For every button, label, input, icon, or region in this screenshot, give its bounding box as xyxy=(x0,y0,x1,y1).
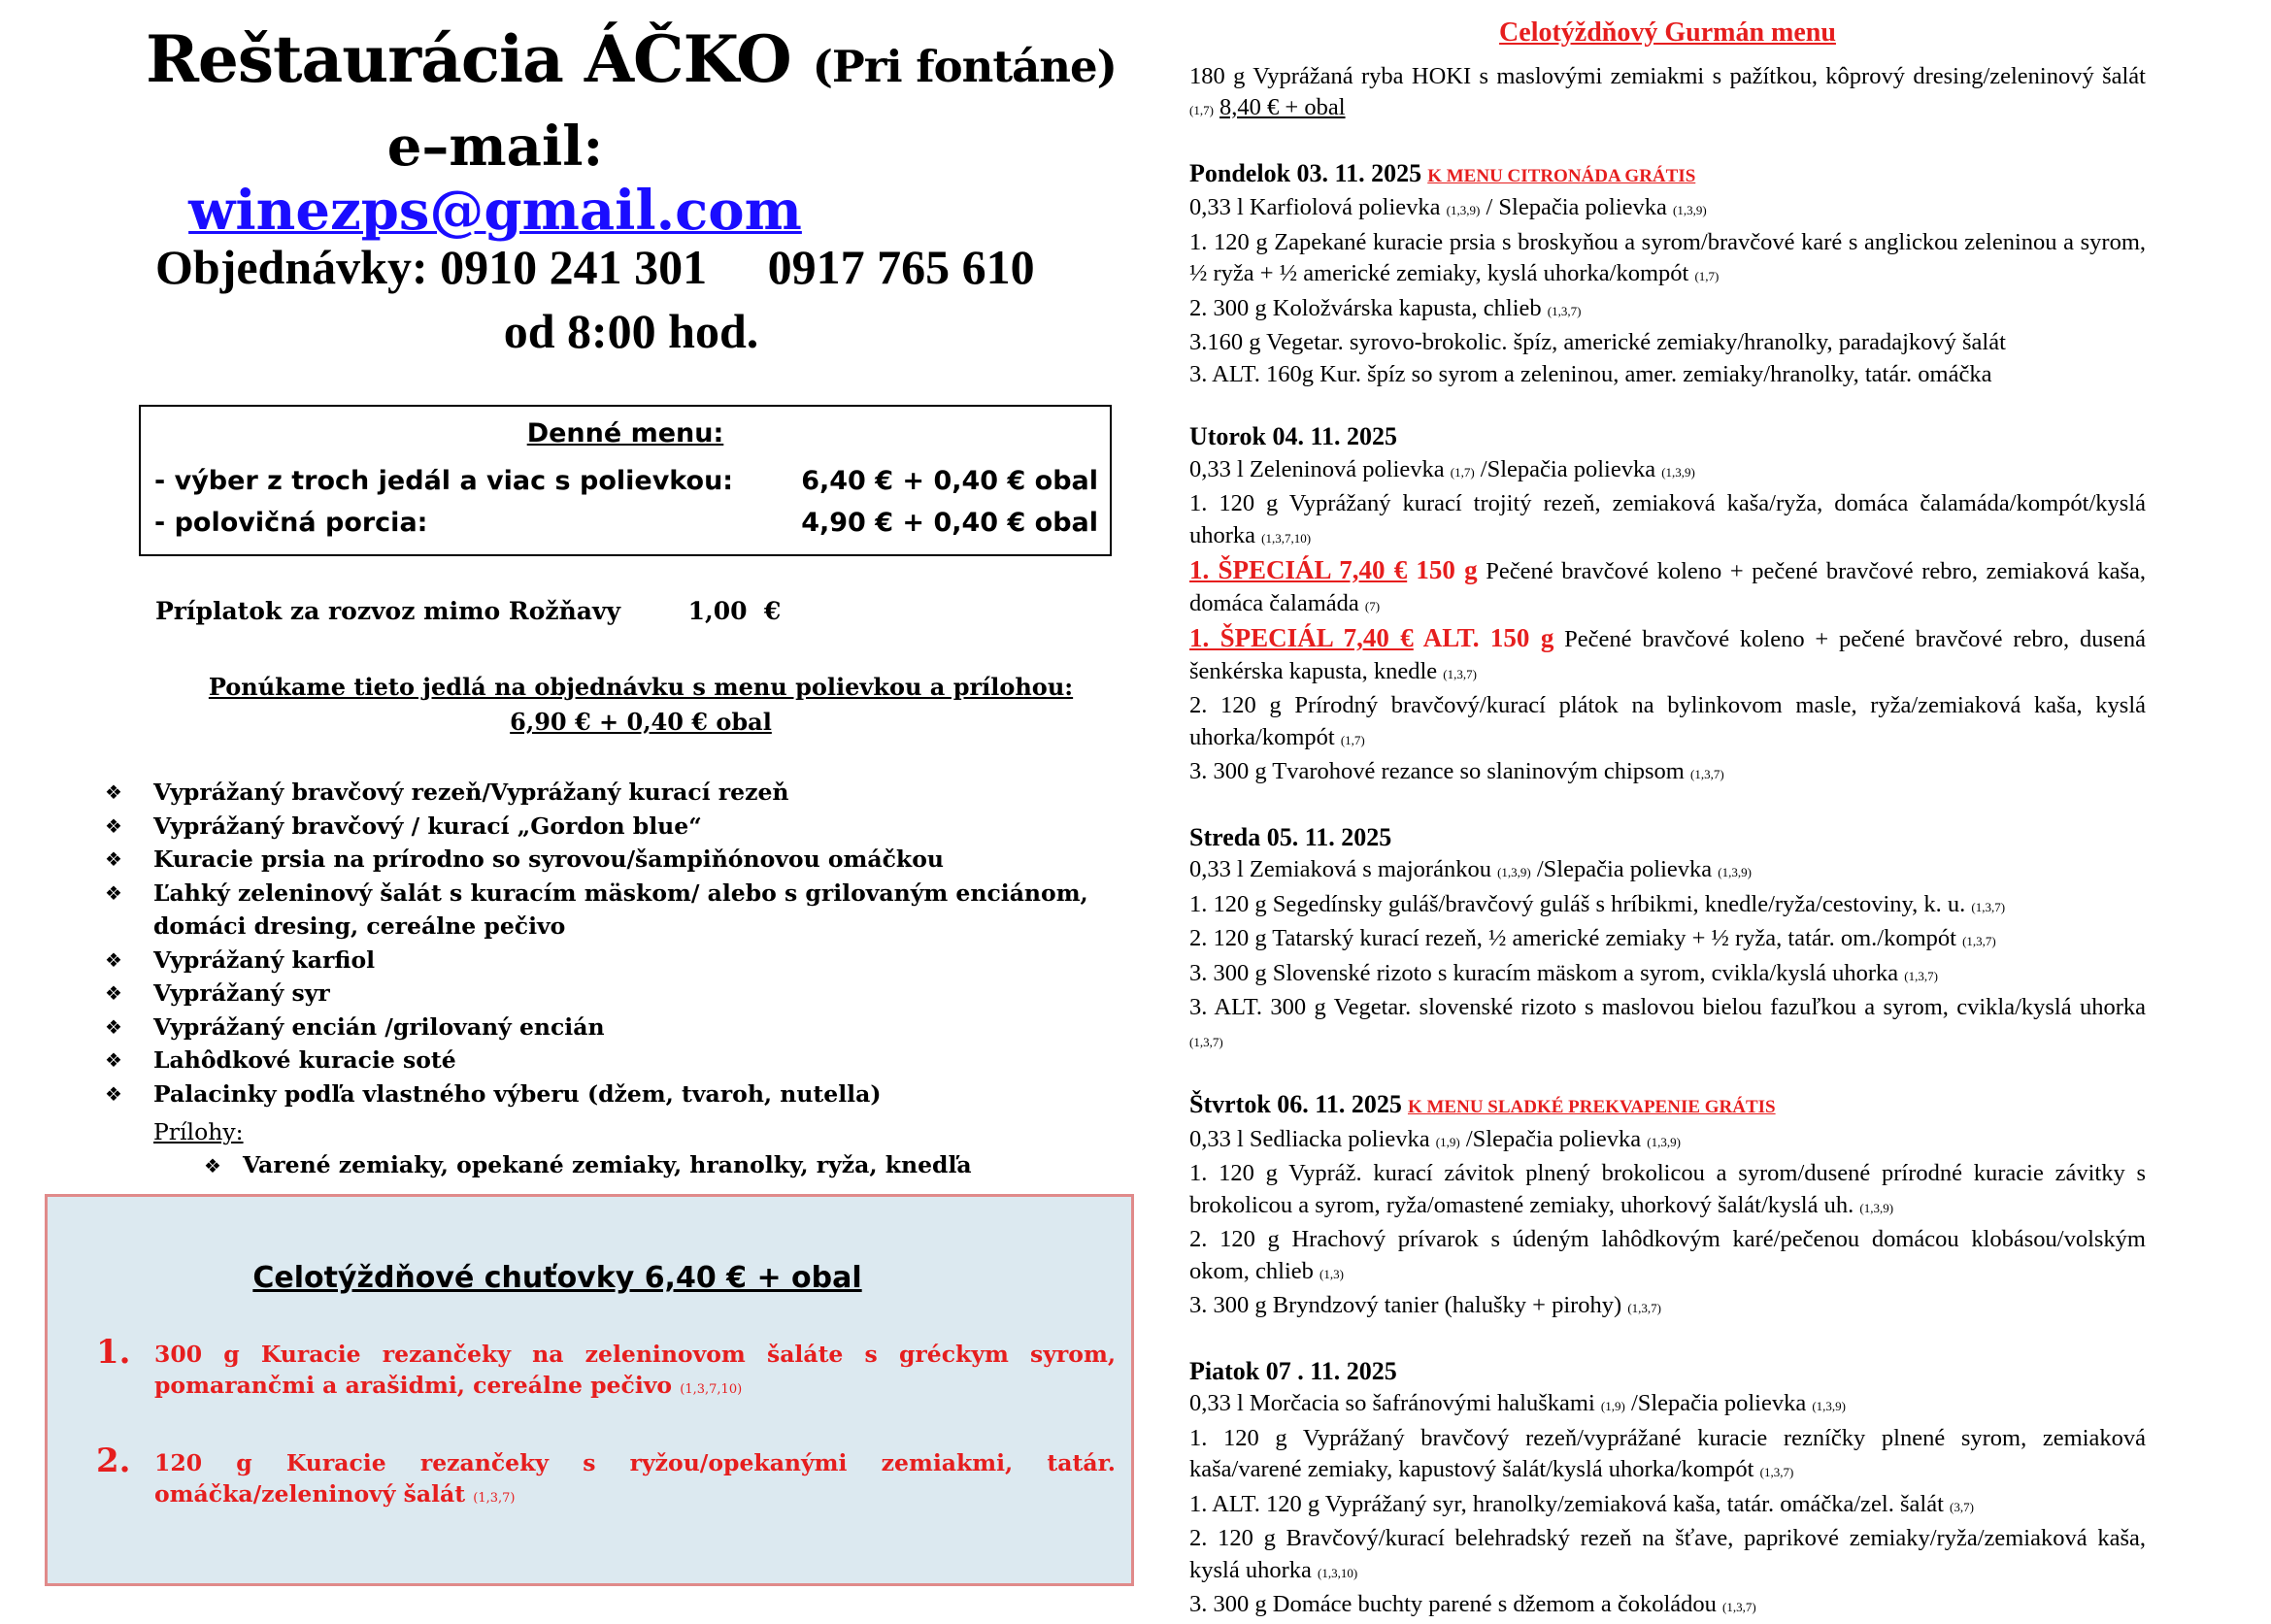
meal-line: 3.160 g Vegetar. syrovo-brokolic. špíz, americké zemiaky/hranolky, paradajkový šalát xyxy=(1189,329,2006,355)
orders-phone-2: 0917 765 610 xyxy=(767,240,1035,294)
meal-line: 1. 120 g Vypráž. kurací závitok plnený brokolicou a syrom/dusené prírodné kuracie závitky s brokolicou a syrom, ryža/omastené zemiaky, uhorkový šalát/kyslá uh. (1,3,9) xyxy=(1189,1160,2146,1218)
promo-badge: K MENU SLADKÉ PREKVAPENIE GRÁTIS xyxy=(1407,1097,1776,1117)
delivery-surcharge: Príplatok za rozvoz mimo Rožňavy 1,00 € xyxy=(155,597,782,625)
day-heading-monday: Pondelok 03. 11. 2025 K MENU CITRONÁDA GRÁTIS xyxy=(1189,158,1696,187)
list-item: ❖ Vyprážaný bravčový / kurací „Gordon blue“ xyxy=(105,810,1134,844)
daily-menu-row-label: - polovičná porcia: xyxy=(154,507,428,538)
meal-line: 1. 120 g Vyprážaný kurací trojitý rezeň, zemiaková kaša/ryža, domáca čalamáda/kompót/kyslá uhorka (1,3,7,10) xyxy=(1189,490,2146,548)
day-heading-wednesday: Streda 05. 11. 2025 xyxy=(1189,822,1392,851)
diamond-bullet-icon: ❖ xyxy=(105,847,122,871)
special-meal-line: 1. ŠPECIÁL 7,40 € ALT. 150 g Pečené bravčové koleno + pečené bravčové rebro, dusená šenkérska kapusta, knedle (1,3,7) xyxy=(1189,623,2146,684)
list-item: ❖ Kuracie prsia na prírodno so syrovou/šampiňónovou omáčkou xyxy=(105,843,1134,877)
meal-line: 1. 120 g Segedínsky guláš/bravčový guláš s hríbikmi, knedle/ryža/cestoviny, k. u. (1,3,7) xyxy=(1189,890,2006,917)
soup-line: 0,33 l Sedliacka polievka (1,9) /Slepačia polievka (1,3,9) xyxy=(1189,1125,1681,1152)
order-offer-price: 6,90 € + 0,40 € obal xyxy=(510,708,772,736)
list-item: ❖ Vyprážaný syr xyxy=(105,977,1134,1011)
weekly-snack-number: 2. xyxy=(96,1442,131,1480)
daily-menu-row xyxy=(141,457,1110,505)
email-label: e–mail: xyxy=(386,115,604,179)
list-item: ❖ Ľahký zeleninový šalát s kuracím mäskom/ alebo s grilovaným enciánom, domáci dresing, cereálne pečivo xyxy=(105,877,1134,944)
weekly-snacks-title: Celotýždňové chuťovky 6,40 € + obal xyxy=(252,1261,862,1295)
daily-menu-row xyxy=(141,505,1110,540)
soup-line: 0,33 l Zemiaková s majoránkou (1,3,9) /Slepačia polievka (1,3,9) xyxy=(1189,856,1752,882)
daily-menu-row-price: 6,40 € + 0,40 € obal xyxy=(801,466,1098,496)
meal-line: 2. 120 g Tatarský kurací rezeň, ½ americké zemiaky + ½ ryža, tatár. om./kompót (1,3,7) xyxy=(1189,925,1996,951)
day-heading-thursday: Štvrtok 06. 11. 2025 K MENU SLADKÉ PREKVAPENIE GRÁTIS xyxy=(1189,1090,1776,1118)
weekly-snack-item: 2. 120 g Kuracie rezančeky s ryžou/opekanými zemiakmi, tatár. omáčka/zeleninový šalát (1,3,7) xyxy=(96,1442,1116,1508)
daily-menu-box xyxy=(139,405,1112,556)
gourmet-price: 8,40 € + obal xyxy=(1219,94,1346,120)
sides-item: ❖ Varené zemiaky, opekané zemiaky, hranolky, ryža, knedľa xyxy=(204,1151,972,1178)
orders-hours: od 8:00 hod. xyxy=(503,304,759,358)
email-link[interactable]: winezps@gmail.com xyxy=(188,179,802,243)
soup-line: 0,33 l Zeleninová polievka (1,7) /Slepačia polievka (1,3,9) xyxy=(1189,455,1695,482)
restaurant-title: Reštaurácia ÁČKO (Pri fontáne) xyxy=(146,21,1117,97)
daily-menu-title: Denné menu: xyxy=(526,418,724,448)
meal-line: 3. ALT. 300 g Vegetar. slovenské rizoto s maslovou bielou fazuľkou a syrom, cvikla/kyslá uhorka (1,3,7) xyxy=(1189,994,2146,1049)
list-item: ❖ Vyprážaný bravčový rezeň/Vyprážaný kurací rezeň xyxy=(105,776,1134,810)
allergens: (1,3,7) xyxy=(473,1491,516,1506)
weekly-snack-number: 1. xyxy=(96,1333,131,1372)
meal-line: 2. 120 g Bravčový/kurací belehradský rezeň na šťave, paprikové zemiaky/ryža/zemiaková kaša, kyslá uhorka (1,3,10) xyxy=(1189,1525,2146,1583)
order-offer xyxy=(194,670,1087,740)
orders-line xyxy=(155,239,1087,295)
meal-line: 3. 300 g Slovenské rizoto s kuracím mäskom a syrom, cvikla/kyslá uhorka (1,3,7) xyxy=(1189,959,1938,986)
diamond-bullet-icon: ❖ xyxy=(105,1014,122,1039)
diamond-bullet-icon: ❖ xyxy=(105,981,122,1005)
diamond-bullet-icon: ❖ xyxy=(105,813,122,838)
orders-phone-1: Objednávky: 0910 241 301 xyxy=(155,240,708,294)
list-item: ❖ Lahôdkové kuracie soté xyxy=(105,1044,1134,1077)
delivery-surcharge-price: 1,00 € xyxy=(687,597,782,625)
allergens: (1,3,7,10) xyxy=(680,1382,743,1397)
meal-line: 3. ALT. 160g Kur. špíz so syrom a zeleninou, amer. zemiaky/hranolky, tatár. omáčka xyxy=(1189,360,1992,387)
meal-line: 3. 300 g Domáce buchty parené s džemom a čokoládou (1,3,7) xyxy=(1189,1591,1756,1617)
day-heading-friday: Piatok 07 . 11. 2025 xyxy=(1189,1356,1397,1385)
weekly-snacks-box xyxy=(45,1194,1134,1586)
email-line xyxy=(146,115,845,243)
meal-line: 2. 120 g Prírodný bravčový/kurací plátok na bylinkovom masle, ryža/zemiaková kaša, kyslá uhorka/kompót (1,7) xyxy=(1189,692,2146,750)
weekly-menu-column xyxy=(1189,17,2146,1624)
day-heading-tuesday: Utorok 04. 11. 2025 xyxy=(1189,422,1398,450)
promo-badge: K MENU CITRONÁDA GRÁTIS xyxy=(1427,165,1696,186)
daily-menu-row-label: - výber z troch jedál a viac s polievkou: xyxy=(154,466,734,496)
special-meal-line: 1. ŠPECIÁL 7,40 € 150 g Pečené bravčové koleno + pečené bravčové rebro, zemiaková kaša, domáca čalamáda (7) xyxy=(1189,555,2146,616)
meal-line: 3. 300 g Tvarohové rezance so slaninovým chipsom (1,3,7) xyxy=(1189,758,1724,784)
weekly-snack-item: 1. 300 g Kuracie rezančeky na zeleninovom šaláte s gréckym syrom, pomarančmi a arašidmi, cereálne pečivo (1,3,7,10) xyxy=(96,1333,1116,1399)
diamond-bullet-icon: ❖ xyxy=(105,1081,122,1106)
diamond-bullet-icon: ❖ xyxy=(105,780,122,804)
meal-line: 2. 120 g Hrachový prívarok s údeným lahôdkovým karé/pečenou domácou klobásou/volským okom, chlieb (1,3) xyxy=(1189,1226,2146,1284)
diamond-bullet-icon: ❖ xyxy=(105,1048,122,1072)
diamond-bullet-icon: ❖ xyxy=(105,880,122,905)
meal-line: 3. 300 g Bryndzový tanier (halušky + pirohy) (1,3,7) xyxy=(1189,1292,1662,1318)
restaurant-subtitle: (Pri fontáne) xyxy=(812,41,1117,92)
order-dishes-list xyxy=(105,776,1134,1110)
gourmet-menu-title: Celotýždňový Gurmán menu xyxy=(1499,17,1836,48)
list-item: ❖ Palacinky podľa vlastného výberu (džem, tvaroh, nutella) xyxy=(105,1077,1134,1111)
meal-line: 1. 120 g Zapekané kuracie prsia s broskyňou a syrom/bravčové karé s anglickou zeleninou a syrom, ½ ryža + ½ americké zemiaky, kyslá uhorka/kompót (1,7) xyxy=(1189,228,2146,286)
meal-line: 1. 120 g Vyprážaný bravčový rezeň/vyprážané kuracie rezníčky plnené syrom, zemiaková kaša/varené zemiaky, kapustový šalát/kyslá uhorka/kompót (1,3,7) xyxy=(1189,1424,2146,1482)
diamond-bullet-icon: ❖ xyxy=(204,1154,221,1177)
list-item: ❖ Vyprážaný encián /grilovaný encián xyxy=(105,1011,1134,1044)
meal-line: 1. ALT. 120 g Vyprážaný syr, hranolky/zemiaková kaša, tatár. omáčka/zel. šalát (3,7) xyxy=(1189,1490,1974,1517)
diamond-bullet-icon: ❖ xyxy=(105,947,122,972)
gourmet-menu-item: 180 g Vyprážaná ryba HOKI s maslovými zemiakmi s pažítkou, kôprový dresing/zeleninový šalát (1,7) 8,40 € + obal xyxy=(1189,62,2146,120)
soup-line: 0,33 l Morčacia so šafránovými haluškami (1,9) /Slepačia polievka (1,3,9) xyxy=(1189,1390,1847,1416)
allergens: (1,7) xyxy=(1189,103,1214,117)
meal-line: 2. 300 g Koložvárska kapusta, chlieb (1,3,7) xyxy=(1189,294,1582,321)
soup-line: 0,33 l Karfiolová polievka (1,3,9) / Slepačia polievka (1,3,9) xyxy=(1189,194,1707,220)
sides-title: Prílohy: xyxy=(153,1118,244,1145)
daily-menu-row-price: 4,90 € + 0,40 € obal xyxy=(801,507,1098,538)
order-offer-text: Ponúkame tieto jedlá na objednávku s menu polievkou a prílohou: xyxy=(208,673,1074,701)
list-item: ❖ Vyprážaný karfiol xyxy=(105,944,1134,978)
